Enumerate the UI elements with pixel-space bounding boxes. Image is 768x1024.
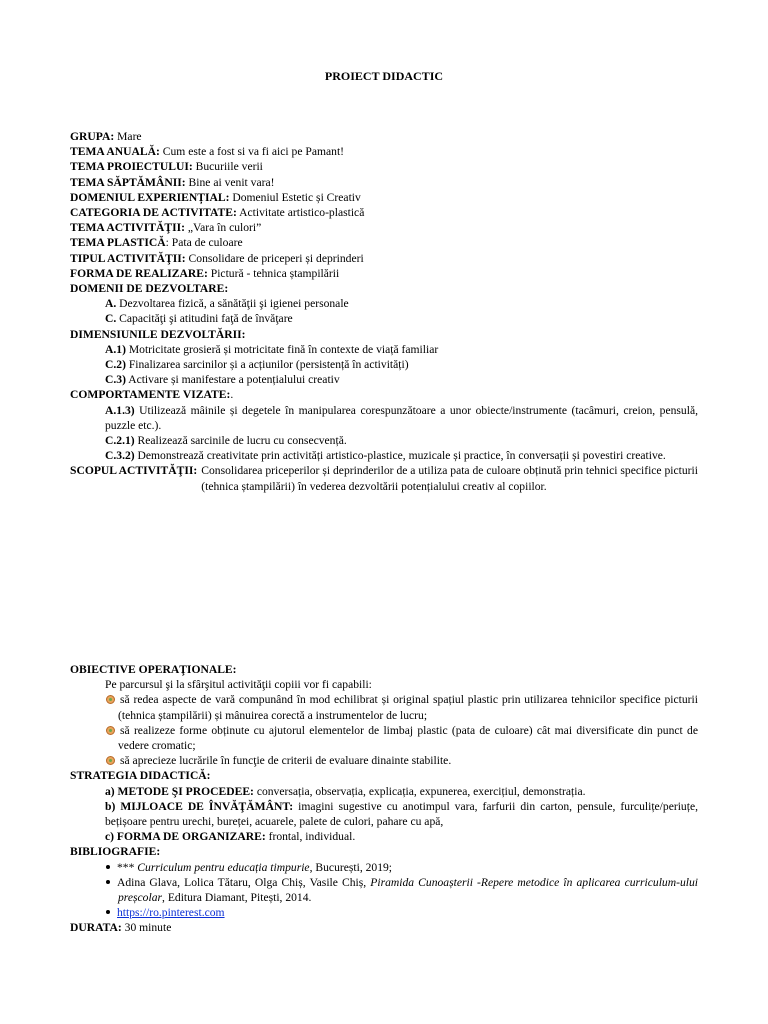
comportamente-heading: COMPORTAMENTE VIZATE:. [70,388,234,402]
obiectiv-item: să redea aspecte de vară compunând în mod echilibrat și original spațiul plastic prin utilizarea tehnicilor specifice picturii (tehnica ștampilării) și mânuirea corectă a instrumentelor de lucru; [70,692,698,722]
bullet-icon [106,865,110,869]
strategia-mijloace: b) MIJLOACE DE ÎNVĂŢĂMÂNT: imagini sugestive cu anotimpul vara, farfurii din carton, pensule, furculițe/periuțe, bețișoare pentru urechi, bureței, acuarele, palete de culori, pahare cu apă, [105,799,698,829]
obiectiv-item: să realizeze forme obținute cu ajutorul elementelor de limbaj plastic (pata de culoare) cât mai diversificate din punct de vedere cromatic; [70,723,698,753]
flower-bullet-icon [106,695,115,704]
field-categoria: CATEGORIA DE ACTIVITATE: Activitate artistico-plastică [70,206,365,220]
field-forma-de-realizare: FORMA DE REALIZARE: Pictură - tehnica ștampilării [70,266,340,280]
flower-bullet-icon [106,756,115,765]
strategia-metode: a) METODE ŞI PROCEDEE: conversația, observația, explicația, expunerea, exercițiul, demonstrația. [105,784,586,798]
bibliografie-item [70,905,698,920]
flower-bullet-icon [106,726,115,735]
durata: DURATA: 30 minute [70,921,172,935]
strategia-heading: STRATEGIA DIDACTICĂ: [70,769,211,783]
scopul-text: Consolidarea priceperilor și deprinderilor de a utiliza pata de culoare obținută prin tehnici specifice picturii (tehnica ștampilării) în vederea dezvoltării potențialului creativ al copiilor. [201,464,698,493]
domenii-item: C. Capacităţi şi atitudini faţă de învăţare [105,312,293,326]
bullet-icon [106,910,110,914]
comportamente-item: C.3.2) Demonstrează creativitate prin activități artistico-plastice, muzicale și practice, în conversații și povestiri creative. [105,449,666,463]
field-grupa: GRUPA: Mare [70,130,142,143]
pinterest-link[interactable]: https://ro.pinterest.com [117,906,225,920]
scopul-label: SCOPUL ACTIVITĂŢII: [70,464,198,478]
header-fields [70,129,698,494]
lower-section [70,662,698,936]
field-tema-proiectului: TEMA PROIECTULUI: Bucuriile verii [70,160,263,174]
comportamente-item: A.1.3) Utilizează mâinile și degetele în manipularea corespunzătoare a unor obiecte/instrumente (tacâmuri, creion, pensulă, puzzle etc.). [105,403,698,432]
bibliografie-heading: BIBLIOGRAFIE: [70,845,161,859]
dimensiuni-item: A.1) Motricitate grosieră și motricitate fină în contexte de viață familiar [105,342,439,356]
bibliografie-item: *** Curriculum pentru educația timpurie, București, 2019; [70,860,698,875]
scopul-activitatii [70,463,698,493]
page-title: PROIECT DIDACTIC [324,69,444,83]
dimensiuni-item: C.3) Activare și manifestare a potențialului creativ [105,373,340,387]
domenii-item: A. Dezvoltarea fizică, a sănătăţii şi igienei personale [105,297,349,311]
bibliografie-item: Adina Glava, Lolica Tătaru, Olga Chiș, Vasile Chiș, Piramida Cunoașterii -Repere metodice în aplicarea curriculum-ului preșcolar, Editura Diamant, Pitești, 2014. [70,875,698,905]
field-tipul-activitatii: TIPUL ACTIVITĂŢII: Consolidare de priceperi și deprinderi [70,251,364,265]
strategia-forma: c) FORMA DE ORGANIZARE: frontal, individual. [105,830,356,844]
domenii-heading: DOMENII DE DEZVOLTARE: [70,282,229,296]
field-tema-activitatii: TEMA ACTIVITĂŢII: „Vara în culori” [70,221,262,235]
field-tema-saptamanii: TEMA SĂPTĂMÂNII: Bine ai venit vara! [70,175,275,189]
comportamente-item: C.2.1) Realizează sarcinile de lucru cu consecvență. [105,434,347,448]
dimensiuni-heading: DIMENSIUNILE DEZVOLTĂRII: [70,327,246,341]
obiective-heading: OBIECTIVE OPERAŢIONALE: [70,663,237,676]
bullet-icon [106,880,110,884]
obiectiv-item: să aprecieze lucrările în funcţie de criterii de evaluare dinainte stabilite. [70,753,698,768]
obiective-intro: Pe parcursul şi la sfârşitul activităţii copiii vor fi capabili: [105,678,372,692]
dimensiuni-item: C.2) Finalizarea sarcinilor și a acțiunilor (persistență în activități) [105,358,409,372]
field-domeniul-experiential: DOMENIUL EXPERIENȚIAL: Domeniul Estetic și Creativ [70,190,361,204]
field-tema-anuala: TEMA ANUALĂ: Cum este a fost si va fi aici pe Pamant! [70,145,345,159]
field-tema-plastica: TEMA PLASTICĂ: Pata de culoare [70,236,243,250]
